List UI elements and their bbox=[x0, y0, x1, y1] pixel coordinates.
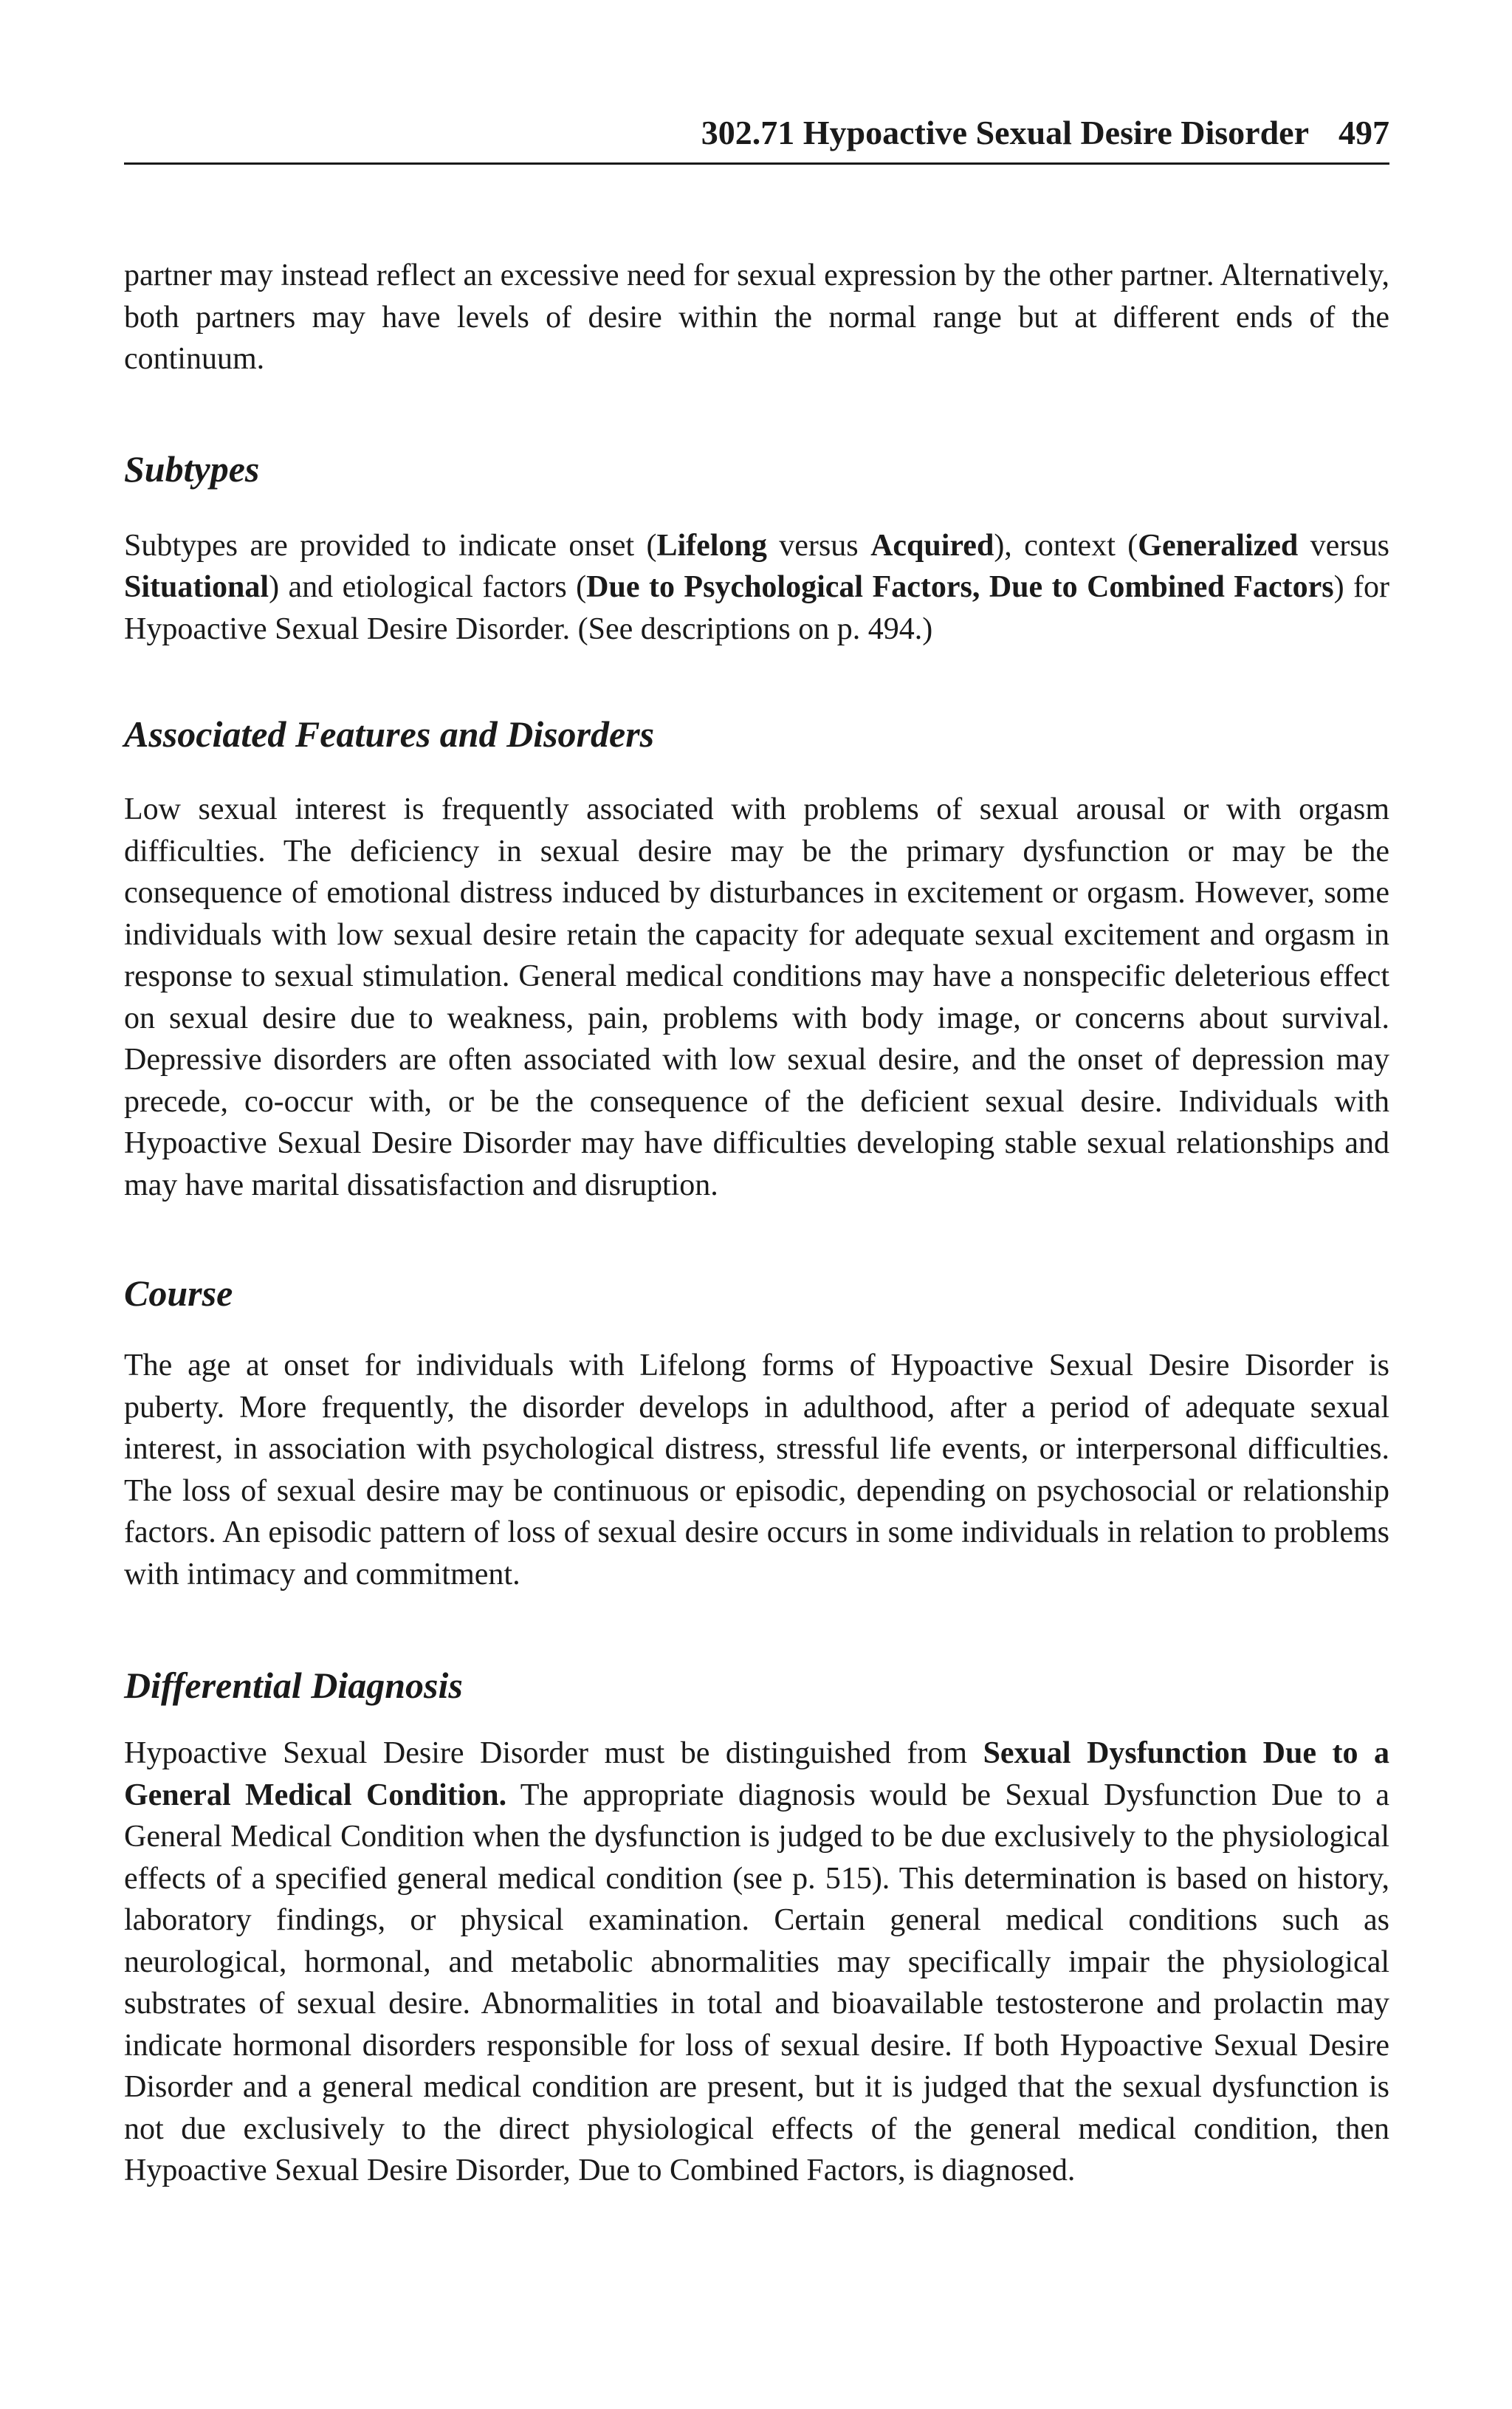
section-heading-associated-features: Associated Features and Disorders bbox=[124, 713, 655, 755]
section-heading-course: Course bbox=[124, 1272, 233, 1314]
term-lifelong: Lifelong bbox=[656, 528, 767, 563]
subtypes-text-4: versus bbox=[1298, 528, 1389, 563]
running-header-title: 302.71 Hypoactive Sexual Desire Disorder bbox=[701, 114, 1309, 151]
subtypes-paragraph bbox=[124, 525, 1389, 651]
differential-text-1: Hypoactive Sexual Desire Disorder must be distinguished from bbox=[124, 1736, 983, 1770]
differential-text-2: The appropriate diagnosis would be Sexual Dysfunction Due to a General Medical Condition when the dysfunction is judged to be due exclusively to the physiological effects of a specified general medical condition (see p. 515). This determination is based on history, laboratory findings, or physical examination. Certain general medical conditions such as neurological, hormonal, and metabolic abnormalities may specifically impair the physiological substrates of sexual desire. Abnormalities in total and bioavailable testosterone and prolactin may indicate hormonal disorders responsible for loss of sexual desire. If both Hypoactive Sexual Desire Disorder and a general medical condition are present, but it is judged that the sexual dysfunction is not due exclusively to the direct physiological effects of the general medical condition, then Hypoactive Sexual Desire Disorder, Due to Combined Factors, is diagnosed. bbox=[124, 1778, 1389, 2187]
term-sexual-dysfunction-gmc: Sexual Dysfunction Due to a General Medical Condition. bbox=[124, 1736, 1389, 1812]
subtypes-text-5: ) and etiological factors ( bbox=[269, 570, 587, 604]
term-etiological-factors: Due to Psychological Factors, Due to Combined Factors bbox=[586, 570, 1334, 604]
course-paragraph: The age at onset for individuals with Lifelong forms of Hypoactive Sexual Desire Disorder is puberty. More frequently, the disorder develops in adulthood, after a period of adequate sexual interest, in association with psychological distress, stressful life events, or interpersonal difficulties. The loss of sexual desire may be continuous or episodic, depending on psychosocial or relationship factors. An episodic pattern of loss of sexual desire occurs in some individuals in relation to problems with intimacy and commitment. bbox=[124, 1349, 1389, 1591]
subtypes-text-6: ) for Hypoactive Sexual Desire Disorder. (See descriptions on p. 494.) bbox=[124, 570, 1390, 646]
term-generalized: Generalized bbox=[1138, 528, 1299, 563]
subtypes-text-2: versus bbox=[766, 528, 871, 563]
running-header bbox=[124, 111, 1389, 165]
term-acquired: Acquired bbox=[870, 528, 994, 563]
term-situational: Situational bbox=[124, 570, 269, 604]
differential-diagnosis-paragraph bbox=[124, 1733, 1389, 2192]
section-heading-differential-diagnosis: Differential Diagnosis bbox=[124, 1665, 463, 1706]
section-heading-subtypes: Subtypes bbox=[124, 448, 260, 490]
subtypes-text-3: ), context ( bbox=[994, 528, 1138, 563]
page-number: 497 bbox=[1339, 114, 1389, 151]
subtypes-text-1: Subtypes are provided to indicate onset ( bbox=[124, 528, 657, 563]
intro-paragraph: partner may instead reflect an excessive need for sexual expression by the other partner. Alternatively, both partners may have levels of desire within the normal range but at different ends of the continuum. bbox=[124, 258, 1389, 376]
body-text bbox=[124, 255, 1389, 2192]
associated-features-paragraph: Low sexual interest is frequently associated with problems of sexual arousal or with orgasm difficulties. The deficiency in sexual desire may be the primary dysfunction or may be the consequence of emotional distress induced by disturbances in excitement or orgasm. However, some individuals with low sexual desire retain the capacity for adequate sexual excitement and orgasm in response to sexual stimulation. General medical conditions may have a nonspecific deleterious effect on sexual desire due to weakness, pain, problems with body image, or concerns about survival. Depressive disorders are often associated with low sexual desire, and the onset of depression may precede, co-occur with, or be the consequence of the deficient sexual desire. Individuals with Hypoactive Sexual Desire Disorder may have difficulties developing stable sexual relationships and may have marital dissatisfaction and disruption. bbox=[124, 792, 1389, 1202]
